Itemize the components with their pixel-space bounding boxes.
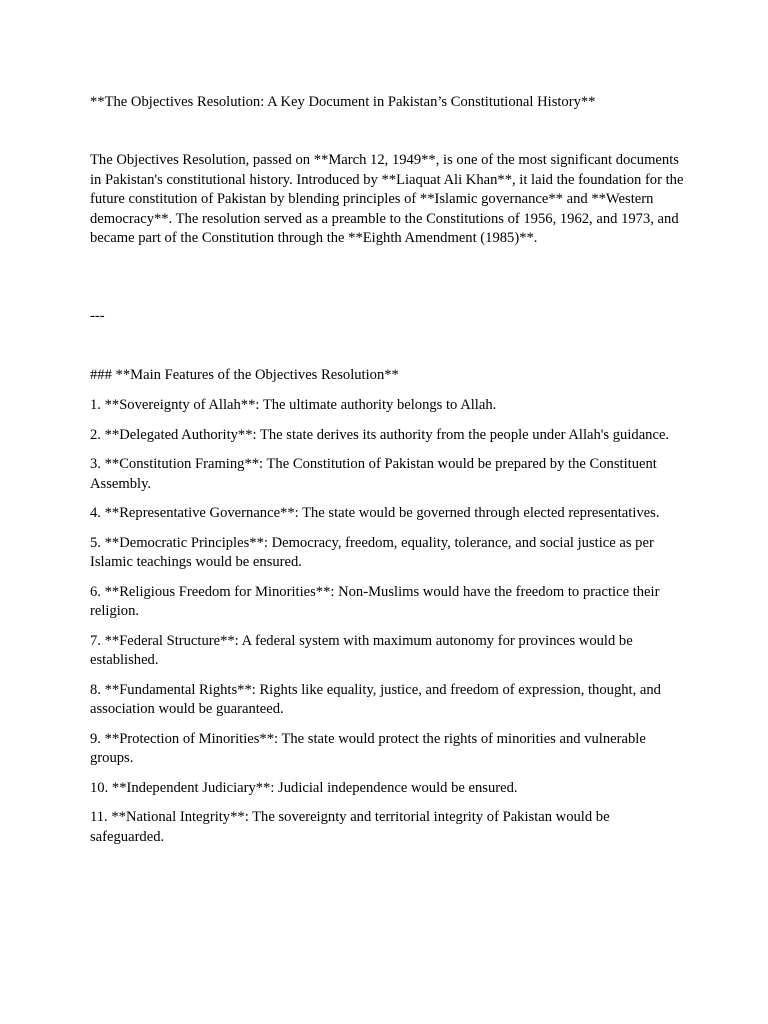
feature-item-6: 6. **Religious Freedom for Minorities**: Non-Muslims would have the freedom to practice their religion.: [90, 583, 660, 619]
feature-item-4: 4. **Representative Governance**: The state would be governed through elected representatives.: [90, 505, 660, 521]
feature-item-9: 9. **Protection of Minorities**: The state would protect the rights of minorities and vulnerable groups.: [90, 730, 646, 766]
document-title: **The Objectives Resolution: A Key Document in Pakistan’s Constitutional History**: [90, 94, 596, 110]
feature-item-11: 11. **National Integrity**: The sovereignty and territorial integrity of Pakistan would be safeguarded.: [90, 809, 610, 845]
section-heading: ### **Main Features of the Objectives Resolution**: [90, 367, 399, 383]
feature-item-5: 5. **Democratic Principles**: Democracy, freedom, equality, tolerance, and social justice as per Islamic teachings would be ensured.: [90, 534, 654, 570]
feature-item-3: 3. **Constitution Framing**: The Constitution of Pakistan would be prepared by the Constituent Assembly.: [90, 456, 657, 492]
feature-item-1: 1. **Sovereignty of Allah**: The ultimate authority belongs to Allah.: [90, 397, 497, 413]
separator-text: ---: [90, 308, 105, 324]
feature-item-7: 7. **Federal Structure**: A federal system with maximum autonomy for provinces would be established.: [90, 632, 633, 668]
feature-item-8: 8. **Fundamental Rights**: Rights like equality, justice, and freedom of expression, thought, and association would be guaranteed.: [90, 681, 661, 717]
feature-item-2: 2. **Delegated Authority**: The state derives its authority from the people under Allah's guidance.: [90, 426, 670, 443]
intro-paragraph: The Objectives Resolution, passed on **March 12, 1949**, is one of the most significant documents in Pakistan's constitutional history. Introduced by **Liaquat Ali Khan**, it laid the foundation for the future constitution of Pakistan by blending principles of **Islamic governance** and **Western democracy**. The resolution served as a preamble to the Constitutions of 1956, 1962, and 1973, and became part of the Constitution through the **Eighth Amendment (1985)**.: [90, 152, 684, 246]
feature-item-10: 10. **Independent Judiciary**: Judicial independence would be ensured.: [90, 779, 518, 796]
features-list: [90, 396, 686, 857]
